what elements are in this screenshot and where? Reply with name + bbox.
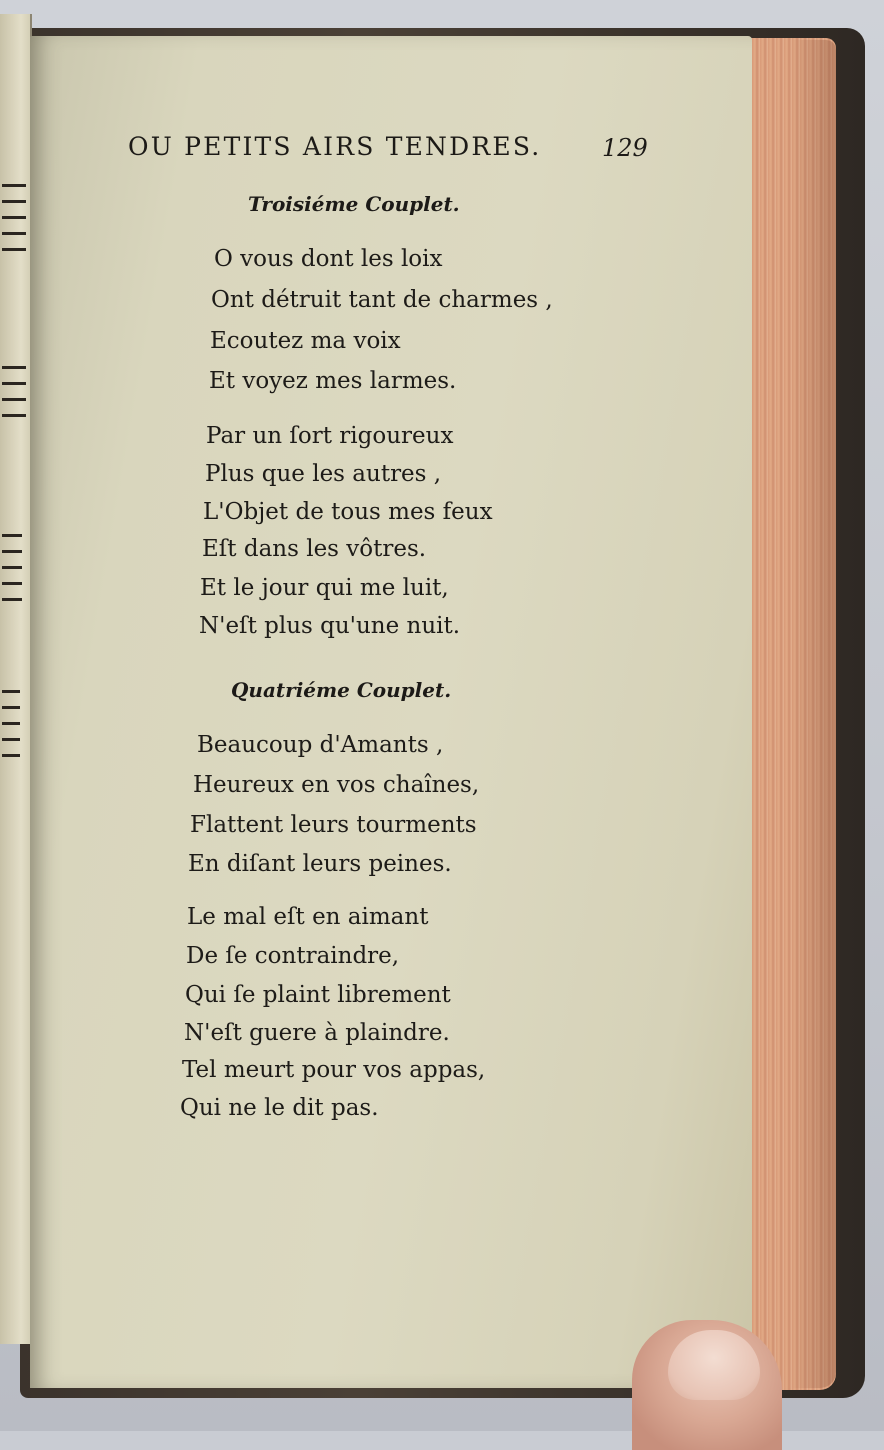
verse-line: Et voyez mes larmes. [209, 368, 457, 394]
thumb-nail [668, 1330, 760, 1400]
verse-line: Eſt dans les vôtres. [202, 536, 427, 562]
verse-line: Qui ſe plaint librement [185, 982, 451, 1008]
verse-line: Beaucoup d'Amants , [197, 732, 444, 758]
verse-line: Ecoutez ma voix [210, 328, 401, 354]
page-edges-shade [790, 40, 836, 1388]
verse-line: Heureux en vos chaînes, [193, 772, 480, 798]
verse-line: De ſe contraindre, [186, 943, 400, 969]
left-facing-page [0, 14, 32, 1344]
verse-line: Qui ne le dit pas. [180, 1095, 379, 1121]
page-number: 129 [602, 134, 648, 162]
verse-line: Flattent leurs tourments [190, 812, 477, 838]
verse-line: Tel meurt pour vos appas, [182, 1057, 486, 1083]
page-header [128, 128, 648, 168]
couplet-title: Troisiéme Couplet. [248, 192, 460, 216]
left-page-music-marks [0, 14, 30, 1344]
verse-line: Ont détruit tant de charmes , [211, 287, 553, 313]
verse-line: O vous dont les loix [214, 246, 443, 272]
verse-line: L'Objet de tous mes feux [203, 499, 493, 525]
verse-line: Et le jour qui me luit, [200, 575, 449, 601]
verse-line: Par un ſort rigoureux [206, 423, 454, 449]
couplet-title: Quatriéme Couplet. [231, 678, 452, 702]
running-title: OU PETITS AIRS TENDRES. [128, 132, 542, 161]
verse-line: N'eſt plus qu'une nuit. [199, 613, 461, 639]
verse-line: Le mal eſt en aimant [187, 904, 429, 930]
verse-line: En diſant leurs peines. [188, 851, 452, 877]
book-page [30, 36, 752, 1388]
verse-line: N'eſt guere à plaindre. [184, 1020, 450, 1046]
verse-line: Plus que les autres , [205, 461, 442, 487]
